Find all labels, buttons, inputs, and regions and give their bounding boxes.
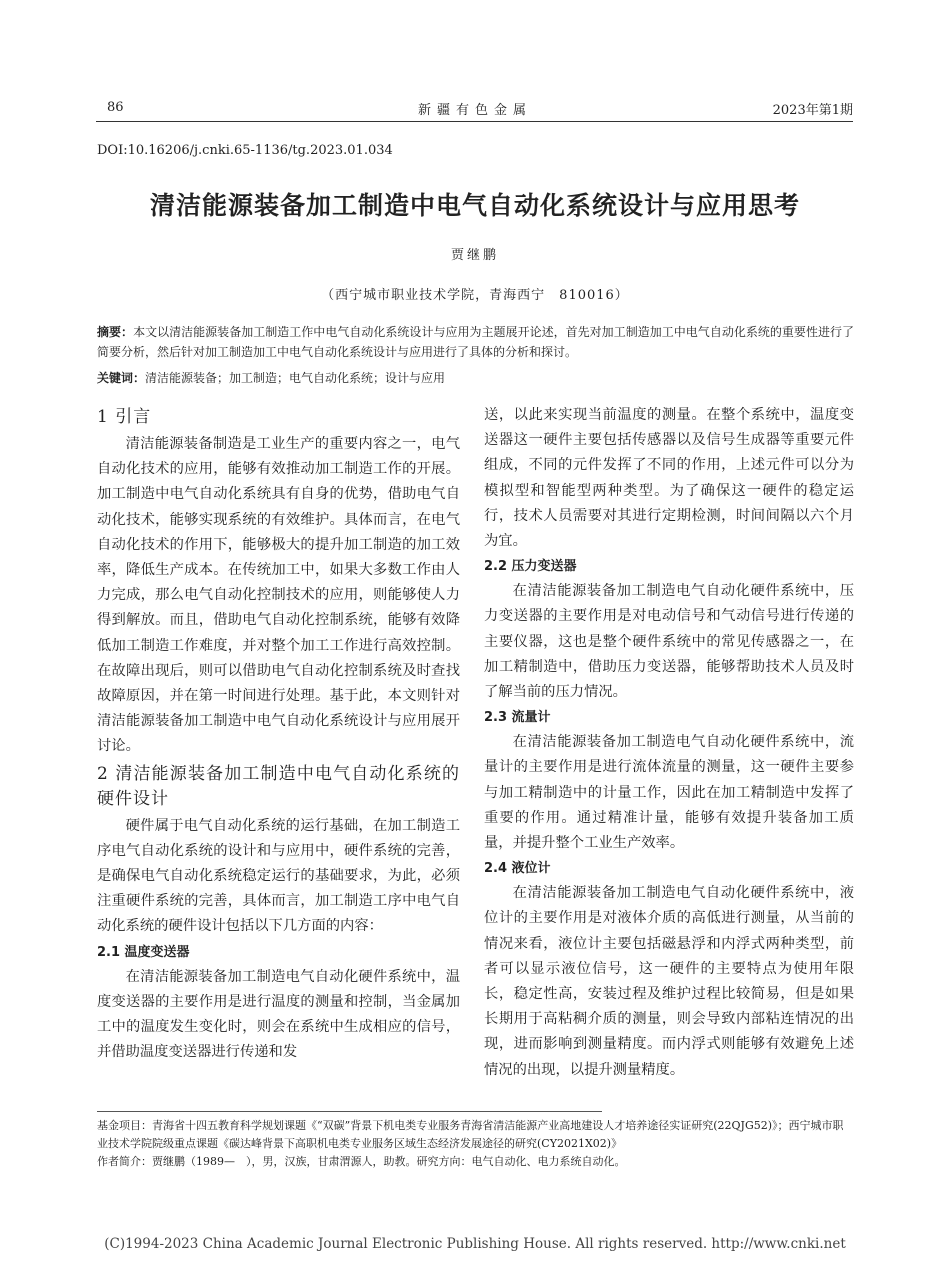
doi: DOI:10.16206/j.cnki.65-1136/tg.2023.01.034 bbox=[97, 143, 393, 158]
section-2-1-heading: 2.1 温度变送器 bbox=[97, 944, 190, 960]
right-column bbox=[484, 403, 854, 1083]
section-2-heading: 2 清洁能源装备加工制造中电气自动化系统的硬件设计 bbox=[97, 763, 460, 809]
abstract bbox=[97, 322, 854, 362]
page-number: 86 bbox=[107, 100, 124, 115]
abstract-text: 本文以清洁能源装备加工制造工作中电气自动化系统设计与应用为主题展开论述，首先对加工制造加工中电气自动化系统的重要性进行了简要分析，然后针对加工制造加工中电气自动化系统设计与应用进行了具体的分析和探讨。 bbox=[97, 325, 854, 359]
section-2-3-paragraph: 在清洁能源装备加工制造电气自动化硬件系统中，流量计的主要作用是进行流体流量的测量，这一硬件主要参与加工精制造中的计量工作，因此在加工精制造中发挥了重要的作用。通过精准计量，能够有效提升装备加工质量，并提升整个工业生产效率。 bbox=[484, 734, 854, 852]
keywords-label: 关键词： bbox=[97, 371, 146, 385]
section-2-4-heading: 2.4 液位计 bbox=[484, 861, 551, 877]
section-2-1-paragraph-continued: 送，以此来实现当前温度的测量。在整个系统中，温度变送器这一硬件主要包括传感器以及信号生成器等重要元件组成，不同的元件发挥了不同的作用，上述元件可以分为模拟型和智能型两种类型。为了确保这一硬件的稳定运行，技术人员需要对其进行定期检测，时间间隔以六个月为宜。 bbox=[484, 407, 854, 550]
author-bio-footnote: 作者简介：贾继鹏（1989— ），男，汉族，甘肃渭源人，助教。研究方向：电气自动化、电力系统自动化。 bbox=[97, 1155, 626, 1168]
author: 贾继鹏 bbox=[450, 248, 499, 263]
copyright-notice: (C)1994-2023 China Academic Journal Electronic Publishing House. All rights reserved. http://www.cnki.net bbox=[104, 1236, 846, 1252]
footnote-rule bbox=[97, 1111, 602, 1112]
section-2-2-heading: 2.2 压力变送器 bbox=[484, 559, 577, 575]
section-2-paragraph: 硬件属于电气自动化系统的运行基础，在加工制造工序电气自动化系统的设计和与应用中，硬件系统的完善，是确保电气自动化系统稳定运行的基础要求，为此，必须注重硬件系统的完善，具体而言，加工制造工序中电气自动化系统的硬件设计包括以下几方面的内容： bbox=[97, 817, 460, 935]
section-1-paragraph: 清洁能源装备制造是工业生产的重要内容之一，电气自动化技术的应用，能够有效推动加工制造工作的开展。加工制造中电气自动化系统具有自身的优势，借助电气自动化技术，能够实现系统的有效维护。具体而言，在电气自动化技术的作用下，能够极大的提升加工制造的加工效率，降低生产成本。在传统加工中，如果大多数工作由人力完成，那么电气自动化控制技术的应用，则能够使人力得到解放。而且，借助电气自动化控制系统，能够有效降低加工制造工作难度，并对整个加工工作进行高效控制。在故障出现后，则可以借助电气自动化控制系统及时查找故障原因，并在第一时间进行处理。基于此，本文则针对清洁能源装备加工制造中电气自动化系统设计与应用展开讨论。 bbox=[97, 436, 460, 755]
section-2-2-paragraph: 在清洁能源装备加工制造电气自动化硬件系统中，压力变送器的主要作用是对电动信号和气动信号进行传递的主要仪器，这也是整个硬件系统中的常见传感器之一，在加工精制造中，借助压力变送器，能够帮助技术人员及时了解当前的压力情况。 bbox=[484, 583, 854, 701]
footnotes bbox=[97, 1117, 854, 1171]
section-2-3-heading: 2.3 流量计 bbox=[484, 710, 551, 726]
journal-name: 新疆有色金属 bbox=[417, 103, 532, 118]
header-rule bbox=[96, 121, 853, 122]
left-column bbox=[97, 403, 460, 1065]
issue-label: 2023年第1期 bbox=[772, 103, 853, 118]
fund-footnote: 基金项目：青海省十四五教育科学规划课题《“双碳”背景下机电类专业服务青海省清洁能源产业高地建设人才培养途径实证研究(22QJG52)》；西宁城市职业技术学院院级重点课题《碳达峰背景下高职机电类专业服务区域生态经济发展途径的研究(CY2021X02)》 bbox=[97, 1119, 844, 1150]
keywords bbox=[97, 368, 854, 388]
affiliation: （西宁城市职业技术学院，青海西宁 810016） bbox=[321, 288, 629, 303]
section-2-1-paragraph: 在清洁能源装备加工制造电气自动化硬件系统中，温度变送器的主要作用是进行温度的测量和控制，当金属加工中的温度发生变化时，则会在系统中生成相应的信号，并借助温度变送器进行传递和发 bbox=[97, 968, 460, 1061]
section-2-4-paragraph: 在清洁能源装备加工制造电气自动化硬件系统中，液位计的主要作用是对液体介质的高低进行测量，从当前的情况来看，液位计主要包括磁悬浮和内浮式两种类型，前者可以显示液位信号，这一硬件的主要特点为使用年限长，稳定性高，安装过程及维护过程比较简易，但是如果长期用于高粘稠介质的测量，则会导致内部粘连情况的出现，进而影响到测量精度。而内浮式则能够有效避免上述情况的出现，以提升测量精度。 bbox=[484, 885, 854, 1078]
paper-title: 清洁能源装备加工制造中电气自动化系统设计与应用思考 bbox=[149, 191, 800, 220]
abstract-label: 摘要： bbox=[97, 325, 134, 339]
section-1-heading: 1 引言 bbox=[97, 407, 152, 427]
keywords-text: 清洁能源装备；加工制造；电气自动化系统；设计与应用 bbox=[145, 371, 446, 385]
